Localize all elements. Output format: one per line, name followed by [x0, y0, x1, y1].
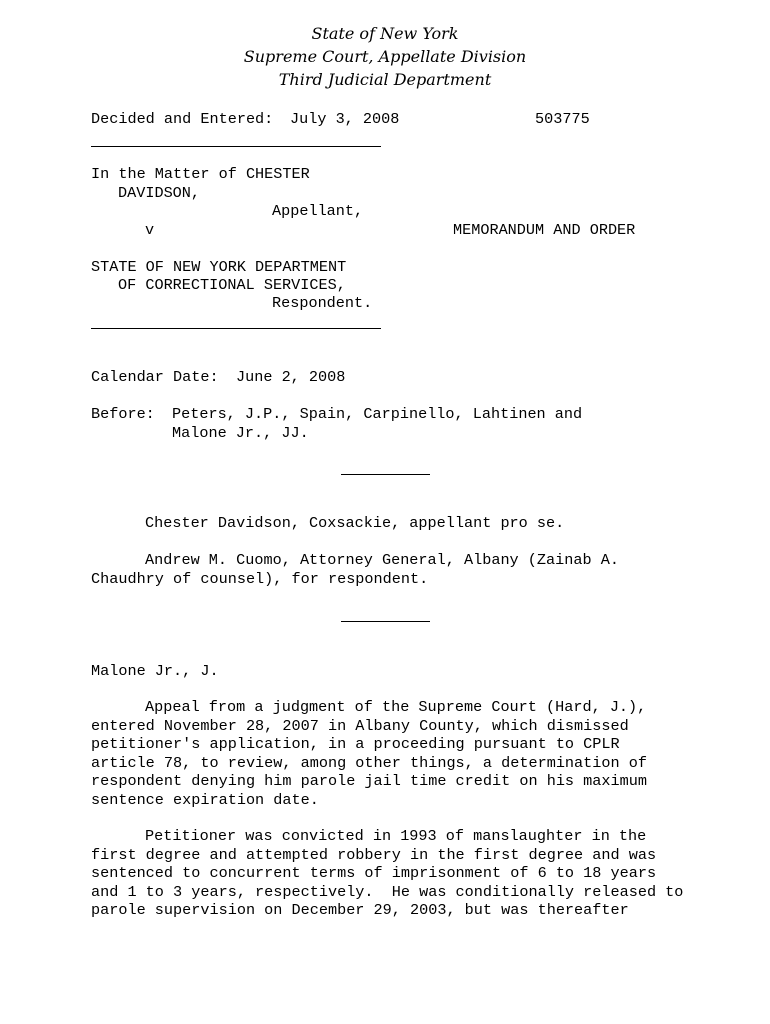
caption-versus: v	[145, 221, 155, 239]
decided-date: July 3, 2008	[290, 110, 400, 128]
caption-line-4: STATE OF NEW YORK DEPARTMENT	[91, 258, 347, 276]
caption-respondent: Respondent.	[272, 294, 373, 312]
counsel-appellant: Chester Davidson, Coxsackie, appellant pro se.	[145, 514, 565, 532]
opinion-author: Malone Jr., J.	[91, 662, 219, 680]
paragraph-1-line: respondent denying him parole jail time credit on his maximum	[91, 772, 647, 790]
paragraph-2-line: Petitioner was convicted in 1993 of manslaughter in the	[145, 827, 647, 845]
caption-line-5: OF CORRECTIONAL SERVICES,	[118, 276, 346, 294]
paragraph-1-line: article 78, to review, among other things, a determination of	[91, 754, 647, 772]
paragraph-1-line: petitioner's application, in a proceeding pursuant to CPLR	[91, 735, 620, 753]
paragraph-2-line: and 1 to 3 years, respectively. He was conditionally released to	[91, 883, 684, 901]
court-name: Supreme Court, Appellate Division	[243, 47, 527, 66]
court-department: Third Judicial Department	[278, 70, 492, 89]
before-label: Before:	[91, 405, 155, 423]
caption-line-1: In the Matter of CHESTER	[91, 165, 310, 183]
court-state: State of New York	[311, 24, 459, 43]
before-line-2: Malone Jr., JJ.	[172, 424, 309, 442]
paragraph-2-line: first degree and attempted robbery in the first degree and was	[91, 846, 657, 864]
document-type: MEMORANDUM AND ORDER	[453, 221, 636, 239]
court-header	[0, 22, 770, 91]
section-divider-2	[341, 621, 430, 622]
paragraph-1-line: Appeal from a judgment of the Supreme Court (Hard, J.),	[145, 698, 647, 716]
caption-top-rule	[91, 146, 381, 147]
paragraph-1-line: sentence expiration date.	[91, 791, 319, 809]
section-divider-1	[341, 474, 430, 475]
counsel-respondent-line-2: Chaudhry of counsel), for respondent.	[91, 570, 429, 588]
caption-appellant: Appellant,	[272, 202, 364, 220]
caption-line-2: DAVIDSON,	[118, 184, 201, 202]
paragraph-2-line: sentenced to concurrent terms of imprisonment of 6 to 18 years	[91, 864, 657, 882]
paragraph-2-line: parole supervision on December 29, 2003, but was thereafter	[91, 901, 629, 919]
calendar-date: June 2, 2008	[236, 368, 346, 386]
caption-bottom-rule	[91, 328, 381, 329]
before-line-1: Peters, J.P., Spain, Carpinello, Lahtinen and	[172, 405, 583, 423]
counsel-respondent-line-1: Andrew M. Cuomo, Attorney General, Albany (Zainab A.	[145, 551, 619, 569]
paragraph-1-line: entered November 28, 2007 in Albany County, which dismissed	[91, 717, 629, 735]
decided-label: Decided and Entered:	[91, 110, 274, 128]
docket-number: 503775	[535, 110, 590, 128]
calendar-label: Calendar Date:	[91, 368, 219, 386]
